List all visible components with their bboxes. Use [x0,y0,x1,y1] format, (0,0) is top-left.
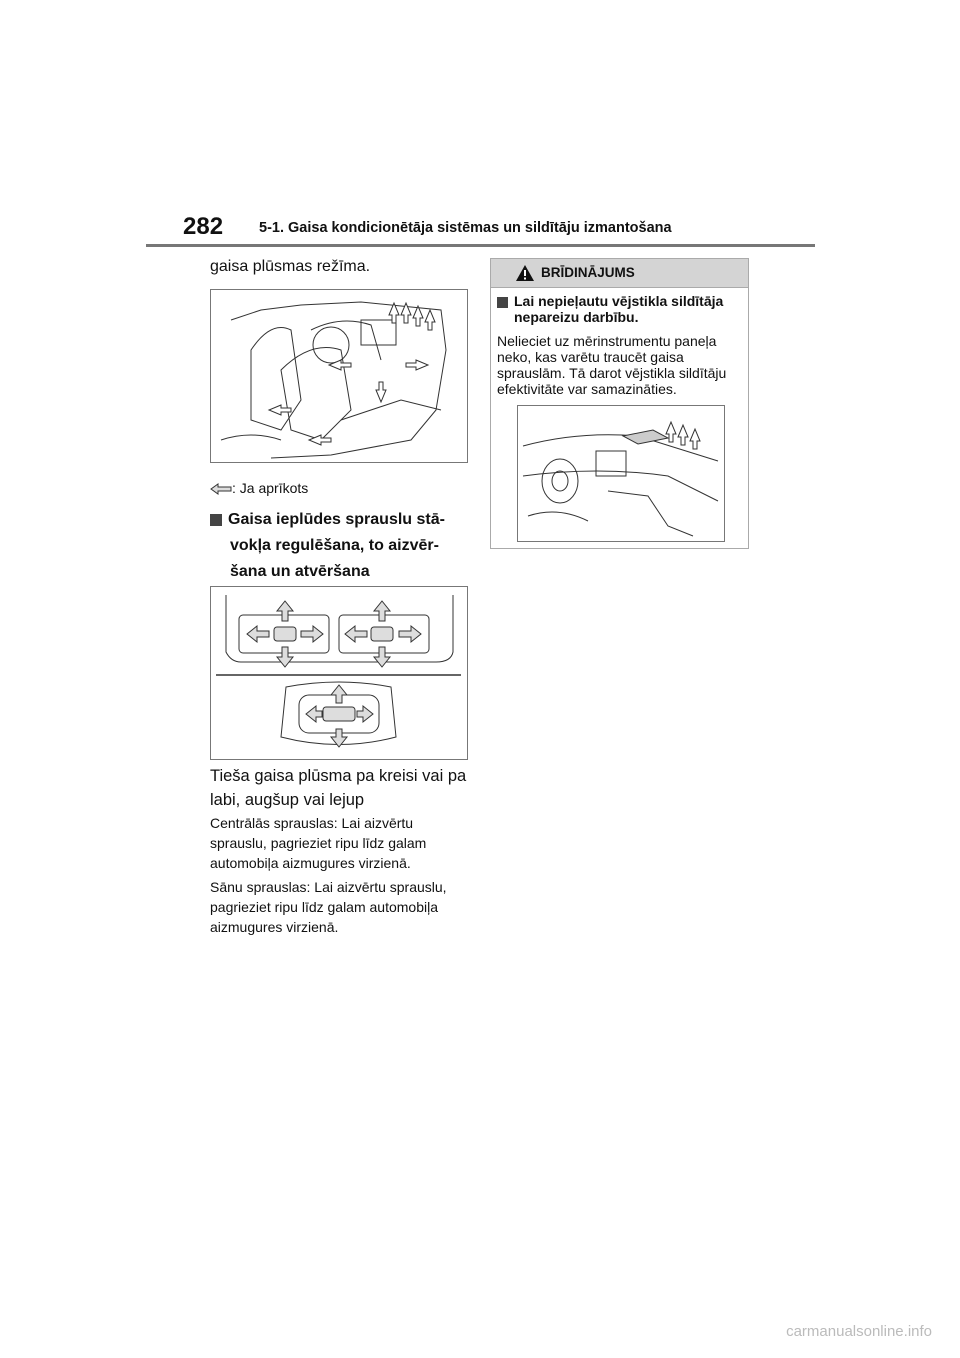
warning-box [490,258,749,549]
footer-watermark: carmanualsonline.info [786,1323,932,1340]
if-equipped-note: : Ja aprīkots [232,480,309,496]
intro-text: gaisa plūsmas režīma. [210,258,371,275]
warning-body: Nelieciet uz mērinstrumentu paneļa neko, kas varētu traucēt gaisa sprauslām. Tā darot vējstikla sildītāju efektivitāte var samazināties. [497,333,727,397]
side-vents-text: Sānu sprauslas: Lai aizvērtu sprauslu, pagrieziet ripu līdz galam automobiļa aizmugures virzienā. [210,879,447,935]
section-title: 5-1. Gaisa kondicionētāja sistēmas un sildītāju izmantošana [259,220,672,236]
airflow-mode-figure [210,289,468,463]
square-bullet-icon [210,514,222,526]
vents-illustration [211,587,467,759]
if-equipped-note-row [210,478,308,498]
dashboard-figure [517,405,725,542]
arrow-legend-icon [210,483,232,495]
warning-title: BRĪDINĀJUMS [541,265,635,280]
car-interior-illustration [211,290,467,462]
square-bullet-icon [497,297,508,308]
airflow-direction-text: Tieša gaisa plūsma pa kreisi vai pa labi, augšup vai lejup [210,767,467,809]
warning-triangle-icon [515,264,535,282]
header-rule [146,244,815,247]
center-vents-text: Centrālās sprauslas: Lai aizvērtu sprauslu, pagrieziet ripu līdz galam automobiļa aizmugures virzienā. [210,815,427,871]
vent-adjust-heading: Gaisa ieplūdes sprauslu stā- vokļa regulēšana, to aizvēr- šana un atvēršana [210,507,445,585]
warning-heading: Lai nepieļautu vējstikla sildītāja nepareizu darbību. [497,293,723,325]
vent-adjust-figure [210,586,468,760]
dashboard-illustration [518,406,724,541]
warning-header [491,259,748,288]
page-number: 282 [183,213,224,240]
